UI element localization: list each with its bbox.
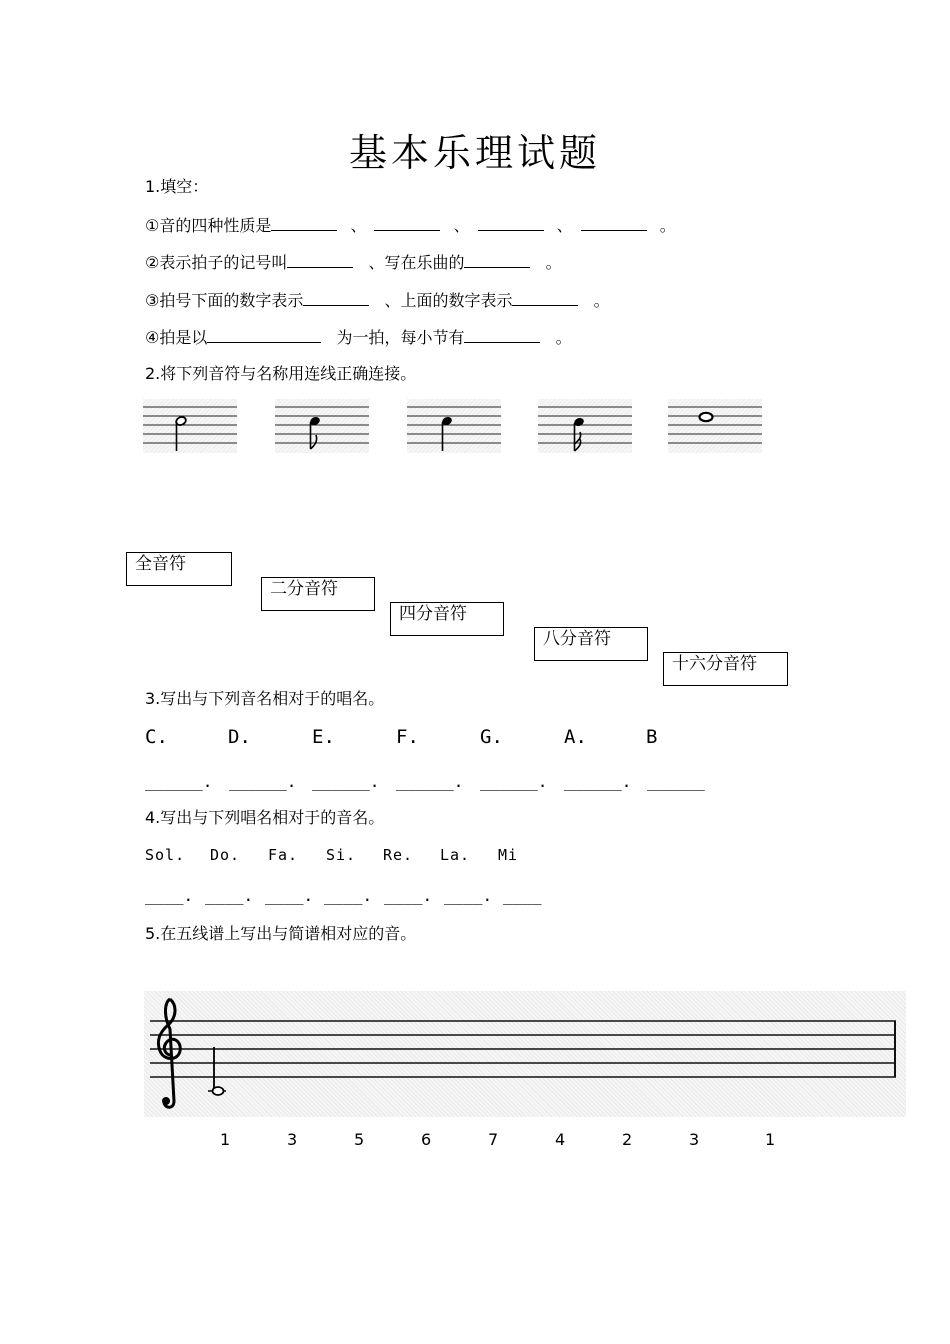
jianpu-number: 1 bbox=[765, 1130, 776, 1149]
letter-f: F. bbox=[396, 726, 419, 748]
jianpu-number: 6 bbox=[421, 1130, 432, 1149]
q1-line-4: ④拍是以 为一拍，每小节有 。 bbox=[145, 328, 572, 347]
answer-blank[interactable]: ____. bbox=[324, 886, 373, 905]
syllable-do: Do. bbox=[210, 846, 241, 864]
letter-b: B bbox=[646, 726, 658, 748]
jianpu-number: 2 bbox=[622, 1130, 633, 1149]
answer-blank[interactable]: ______. bbox=[396, 772, 464, 791]
jianpu-number: 3 bbox=[287, 1130, 298, 1149]
quarter-note-icon bbox=[407, 399, 501, 453]
sixteenth-note-icon bbox=[538, 399, 632, 453]
answer-blank[interactable] bbox=[374, 214, 440, 231]
answer-blank[interactable] bbox=[287, 251, 353, 268]
answer-blank[interactable] bbox=[303, 289, 369, 306]
syllable-la: La. bbox=[440, 846, 471, 864]
answer-blank[interactable] bbox=[207, 326, 321, 343]
jianpu-number: 3 bbox=[689, 1130, 700, 1149]
answer-blank[interactable]: ______. bbox=[312, 772, 380, 791]
answer-blank[interactable]: ______ bbox=[647, 772, 705, 791]
answer-blank[interactable] bbox=[464, 251, 530, 268]
eighth-note-icon bbox=[275, 399, 369, 453]
treble-clef-icon bbox=[158, 999, 180, 1107]
letter-g: G. bbox=[480, 726, 503, 748]
name-box-half-note[interactable]: 二分音符 bbox=[261, 577, 375, 611]
answer-blank[interactable]: ______. bbox=[145, 772, 213, 791]
name-box-whole-note[interactable]: 全音符 bbox=[126, 552, 232, 586]
q1-line-3: ③拍号下面的数字表示 、上面的数字表示 。 bbox=[145, 291, 610, 310]
answer-blank[interactable] bbox=[271, 214, 337, 231]
answer-blank[interactable]: ____. bbox=[265, 886, 314, 905]
whole-note-icon bbox=[668, 399, 762, 453]
syllable-fa: Fa. bbox=[268, 846, 299, 864]
name-box-eighth-note[interactable]: 八分音符 bbox=[534, 627, 648, 661]
letter-e: E. bbox=[312, 726, 335, 748]
letter-c: C. bbox=[145, 726, 168, 748]
music-staff[interactable] bbox=[144, 991, 906, 1117]
jianpu-number: 5 bbox=[354, 1130, 365, 1149]
jianpu-number: 7 bbox=[488, 1130, 499, 1149]
q3-heading: 3.写出与下列音名相对于的唱名。 bbox=[145, 689, 385, 708]
syllable-sol: Sol. bbox=[145, 846, 186, 864]
page-title: 基本乐理试题 bbox=[348, 131, 601, 175]
answer-blank[interactable] bbox=[581, 214, 647, 231]
syllable-mi: Mi bbox=[498, 846, 519, 864]
half-note-icon bbox=[143, 399, 237, 453]
q1-heading: 1.填空： bbox=[145, 177, 209, 196]
letter-d: D. bbox=[228, 726, 251, 748]
answer-blank[interactable]: ____ bbox=[503, 886, 542, 905]
answer-blank[interactable] bbox=[478, 214, 544, 231]
q1-line-2: ②表示拍子的记号叫 、写在乐曲的 。 bbox=[145, 253, 562, 272]
answer-blank[interactable] bbox=[464, 326, 540, 343]
jianpu-number: 1 bbox=[220, 1130, 231, 1149]
jianpu-number: 4 bbox=[555, 1130, 566, 1149]
syllable-re: Re. bbox=[383, 846, 414, 864]
answer-blank[interactable]: ____. bbox=[145, 886, 194, 905]
answer-blank[interactable]: ____. bbox=[444, 886, 493, 905]
answer-blank[interactable]: ____. bbox=[384, 886, 433, 905]
name-box-quarter-note[interactable]: 四分音符 bbox=[390, 602, 504, 636]
letter-a: A. bbox=[564, 726, 587, 748]
first-note-c bbox=[208, 1047, 226, 1095]
answer-blank[interactable] bbox=[512, 289, 578, 306]
q4-heading: 4.写出与下列唱名相对于的音名。 bbox=[145, 808, 385, 827]
answer-blank[interactable]: ______. bbox=[564, 772, 632, 791]
q1-line-1: ①音的四种性质是 、 、 、 。 bbox=[145, 216, 676, 235]
answer-blank[interactable]: ______. bbox=[480, 772, 548, 791]
q5-heading: 5.在五线谱上写出与简谱相对应的音。 bbox=[145, 924, 417, 943]
name-box-sixteenth-note[interactable]: 十六分音符 bbox=[663, 652, 788, 686]
answer-blank[interactable]: ____. bbox=[205, 886, 254, 905]
q2-heading: 2.将下列音符与名称用连线正确连接。 bbox=[145, 364, 417, 383]
answer-blank[interactable]: ______. bbox=[229, 772, 297, 791]
syllable-si: Si. bbox=[326, 846, 357, 864]
